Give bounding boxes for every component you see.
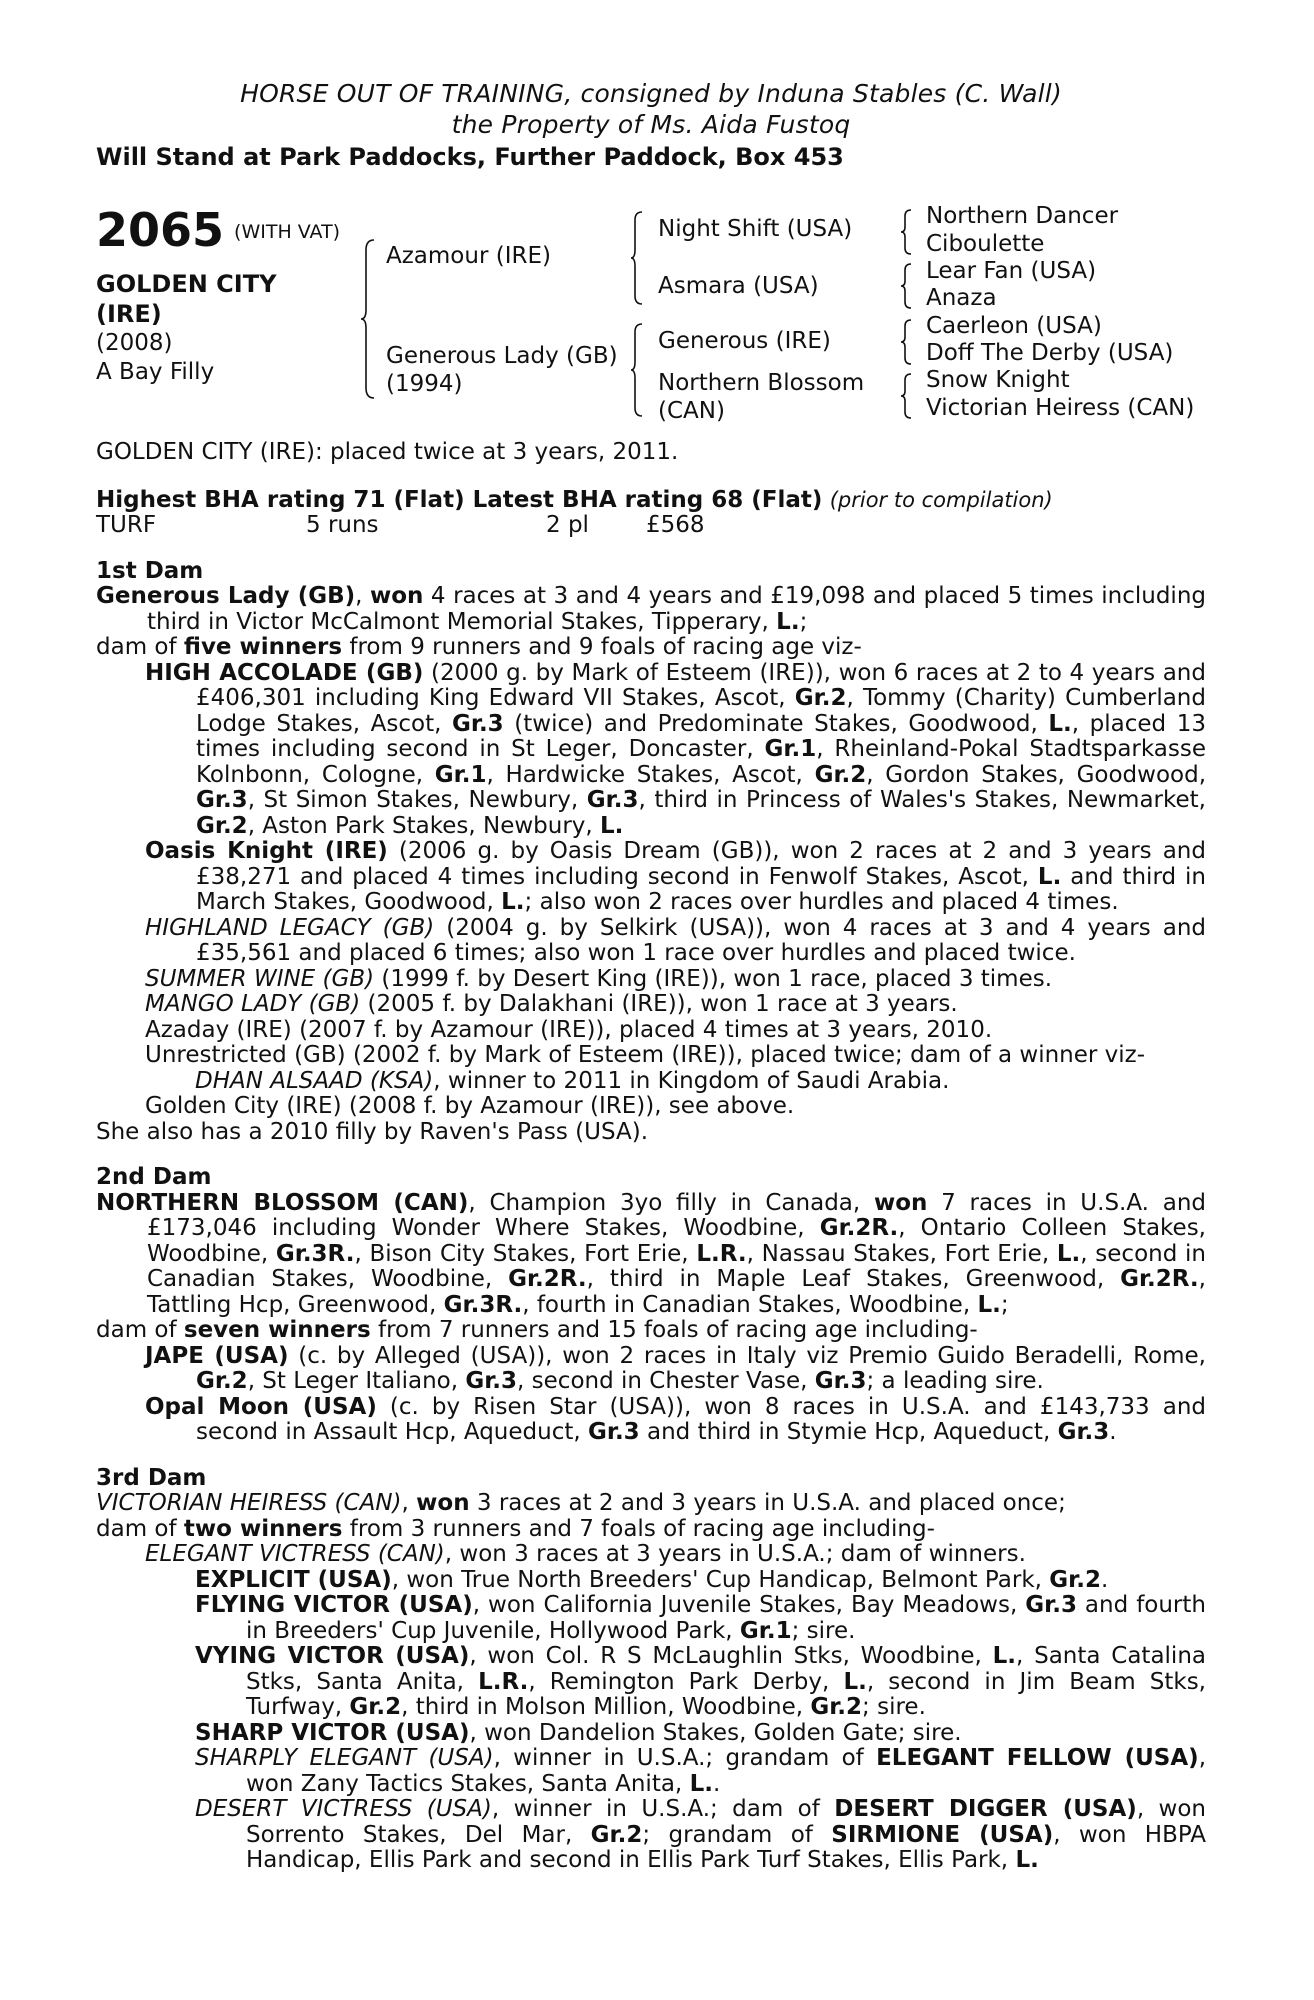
record-text: , St Leger Italiano, [247, 1368, 466, 1394]
pedigree-dam-dam-country: (CAN) [658, 398, 725, 424]
pedigree-g4: Anaza [926, 285, 997, 311]
record-text: , [401, 1490, 417, 1516]
produce-entry [96, 916, 1206, 967]
record-text: 4 races at 3 and 4 years and £19,098 and placed 5 times [423, 583, 1094, 609]
record-text: , winner to 2011 in Kingdom of Saudi Arabia. [433, 1067, 950, 1094]
catalogue-body [96, 440, 1206, 1874]
grade: Gr.3 [452, 710, 504, 737]
record-text: 7 races in U.S.A. and £173,046 including Wonder Where Stakes, Woodbine, [147, 1189, 1207, 1241]
record-text: , third in Princess of Wales's Stakes, Newmarket, [638, 787, 1206, 813]
record-text: , Hardwicke Stakes, Ascot, [486, 761, 815, 788]
pedigree-brace-g3 [900, 318, 914, 366]
produce-entry [96, 839, 1206, 916]
record-text: , second in Canadian Stakes, Woodbine, [147, 1240, 1206, 1292]
record-text: , St Simon Stakes, Newbury, [247, 787, 587, 813]
placed-count: 2 pl [546, 512, 589, 538]
second-dam-produce-summary [96, 1318, 1206, 1344]
produce-name: SIRMIONE (USA) [831, 1821, 1054, 1848]
produce-name: SHARPLY ELEGANT (USA) [195, 1745, 494, 1771]
produce-name: HIGHLAND LEGACY (GB) [145, 914, 435, 941]
horse-name-line2: (IRE) [96, 300, 162, 328]
won-label: won [873, 1189, 928, 1216]
third-dam-name: VICTORIAN HEIRESS (CAN) [96, 1490, 402, 1516]
horse-name [96, 269, 346, 329]
record-text: (c. by Risen Star (USA)), won 8 races in U.S.A. and £143,733 and second in Assault Hcp, Aqueduct, [196, 1393, 1206, 1445]
record-text: , placed 13 times including second in St Leger, Doncaster, [196, 710, 1207, 762]
owner-line: the Property of Ms. Aida Fustoq [451, 110, 851, 139]
record-text: , Bison City Stakes, Fort Erie, [354, 1240, 697, 1267]
pedigree-g5: Caerleon (USA) [926, 313, 1102, 339]
produce-sub-entry [96, 1568, 1206, 1594]
record-text: from 3 runners and 7 foals of racing age including- [342, 1515, 935, 1542]
lot-header [96, 78, 1206, 173]
pedigree-dam-year: (1994) [386, 371, 463, 397]
grade: Gr.3 [586, 787, 639, 813]
pedigree-sire: Azamour (IRE) [386, 243, 551, 269]
grade: Gr.1 [434, 761, 487, 788]
record-text: ; also won 2 races over hurdles and placed 4 times. [524, 889, 1119, 915]
grade: Gr.3R. [275, 1240, 355, 1267]
record-text: and fourth in Breeders' Cup Juvenile, Hollywood Park, [246, 1592, 1206, 1644]
rating-line [96, 488, 1206, 514]
produce-name: Opal Moon (USA) [145, 1393, 377, 1420]
record-text: . [1109, 1419, 1117, 1445]
record-text: , won California Juvenile Stakes, Bay Meadows, [472, 1592, 1026, 1618]
record-text: . [1100, 1566, 1109, 1593]
lot-number: 2065 [96, 203, 225, 257]
produce-sub-entry [96, 1593, 1206, 1644]
produce-name: JAPE (USA) [145, 1342, 289, 1369]
record-text: , Nassau Stakes, Fort Erie, [746, 1240, 1057, 1267]
produce-sub-entry [96, 1644, 1206, 1721]
record-text: , second in Chester Vase, [517, 1368, 815, 1394]
record-text: , Santa Catalina Stks, Santa Anita, [246, 1643, 1206, 1695]
record-text: , Gordon Stakes, Goodwood, [866, 761, 1207, 788]
record-text: , Tommy (Charity) Cumberland Lodge Stakes, Ascot, [196, 685, 1206, 737]
record-text: from 9 runners and 9 foals of racing age viz- [342, 634, 862, 660]
record-text: ; sire. [791, 1617, 856, 1644]
grade: Gr.2 [1049, 1566, 1101, 1593]
produce-sub-entry [96, 1797, 1206, 1874]
record-text: ; sire. [862, 1694, 926, 1720]
produce-entry [96, 661, 1206, 840]
winners-count: two winners [183, 1515, 343, 1542]
grade: L. [776, 608, 800, 635]
pedigree-g6: Doff The Derby (USA) [926, 340, 1174, 366]
first-dam-heading: 1st Dam [96, 557, 204, 584]
produce-name: FLYING VICTOR (USA) [195, 1592, 473, 1618]
record-text: ; grandam of [642, 1821, 832, 1848]
lot-info [96, 205, 346, 387]
record-text: (c. by Alleged (USA)), won 2 races in Italy viz Premio Guido Beradelli, Rome, [288, 1342, 1206, 1369]
produce-entry: Azaday (IRE) (2007 f. by Azamour (IRE)), placed 4 times at 3 years, 2010. [145, 1016, 993, 1043]
grade: L. [992, 1643, 1017, 1669]
horse-description: A Bay Filly [96, 359, 215, 385]
pedigree-dam-dam: Northern Blossom [658, 370, 865, 396]
prize-money: £568 [646, 512, 705, 538]
record-text: ; [799, 608, 808, 635]
record-text: , won Dandelion Stakes, Golden Gate; sire. [469, 1719, 962, 1746]
stand-location: Will Stand at Park Paddocks, Further Paddock, Box 453 [96, 143, 844, 171]
pedigree-brace-sire [630, 210, 646, 306]
first-dam-produce-summary [96, 635, 1206, 661]
record-text: from 7 runners and 15 foals of racing age including- [370, 1317, 978, 1343]
record-text: dam of [96, 634, 184, 660]
also-has-note: She also has a 2010 filly by Raven's Pass (USA). [96, 1118, 648, 1145]
pedigree-dam-sire: Generous (IRE) [658, 328, 831, 354]
record-text: , third in Molson Million, Woodbine, [401, 1694, 811, 1720]
third-dam-produce-summary [96, 1517, 1206, 1543]
bha-rating: Highest BHA rating 71 (Flat) Latest BHA rating 68 (Flat) [96, 486, 823, 513]
produce-name: EXPLICIT (USA) [195, 1566, 392, 1593]
won-label: won [416, 1490, 470, 1516]
grade: L. [977, 1291, 1001, 1318]
record-text: and third in Stymie Hcp, Aqueduct, [639, 1419, 1058, 1445]
record-text: , won Sorrento Stakes, Del Mar, [246, 1796, 1206, 1848]
record-text: , Aston Park Stakes, Newbury, [247, 812, 601, 839]
produce-entry [96, 992, 1206, 1018]
second-dam-name: NORTHERN BLOSSOM (CAN) [96, 1189, 469, 1216]
surface: TURF [96, 512, 157, 538]
pedigree-g1: Northern Dancer [926, 203, 1119, 229]
produce-entry: Unrestricted (GB) (2002 f. by Mark of Esteem (IRE)), placed twice; dam of a winner viz- [145, 1042, 1146, 1068]
winners-count: seven winners [183, 1317, 371, 1343]
consignor-line: HORSE OUT OF TRAINING, consigned by Induna Stables (C. Wall) [240, 79, 1062, 108]
horse-name-line1: GOLDEN CITY [96, 270, 277, 298]
grade: Gr.2 [590, 1821, 643, 1848]
record-text: , won True North Breeders' Cup Handicap, Belmont Park, [391, 1566, 1050, 1593]
record-text: , won 3 races at 3 years in U.S.A.; dam of winners. [444, 1541, 1026, 1567]
grade: Gr.3R. [443, 1291, 523, 1318]
record-text: (2005 f. by Dalakhani (IRE)), won 1 race at 3 years. [360, 991, 958, 1017]
record-text: (2004 g. by Selkirk (USA)), won 4 races at 3 and 4 years and £35,561 and placed 6 times; also won 1 race over hurdles and placed twice. [196, 914, 1206, 966]
grade: Gr.1 [764, 736, 817, 762]
grade: Gr.2R. [1120, 1266, 1199, 1292]
record-text: , third in Maple Leaf Stakes, Greenwood, [586, 1266, 1121, 1292]
run-count: 5 runs [306, 512, 379, 538]
winners-count: five winners [183, 634, 343, 660]
grade: Gr.2 [810, 1694, 863, 1720]
record-text: , Rheinland-Pokal Stadtsparkasse Kolnbonn, Cologne, [196, 736, 1207, 788]
race-record [96, 513, 1206, 539]
grade: L.R. [696, 1240, 747, 1267]
produce-name: MANGO LADY (GB) [145, 991, 361, 1017]
record-text: , Champion 3yo filly in Canada, [468, 1189, 874, 1216]
record-text: (2000 g. by Mark of Esteem (IRE)), won 6 races at 2 to 4 years and £406,301 including King Edward VII Stakes, Ascot, [196, 659, 1206, 711]
record-text: and third in March Stakes, Goodwood, [196, 863, 1206, 915]
record-text: , won Zany Tactics Stakes, Santa Anita, [246, 1745, 1206, 1797]
record-text: 3 races at 2 and 3 years in U.S.A. and placed once; [469, 1490, 1066, 1516]
record-text: , Remington Park Derby, [528, 1668, 844, 1695]
grade: L. [501, 889, 525, 915]
third-dam-heading: 3rd Dam [96, 1464, 207, 1491]
grade: Gr.2 [794, 685, 847, 711]
grade: Gr.3 [1057, 1419, 1110, 1445]
record-text: . [712, 1770, 721, 1797]
produce-name: SUMMER WINE (GB) [145, 965, 375, 992]
produce-entry [96, 1344, 1206, 1395]
produce-name: ELEGANT VICTRESS (CAN) [145, 1541, 445, 1567]
rating-note: (prior to compilation) [829, 487, 1053, 512]
record-text: , fourth in Canadian Stakes, Woodbine, [522, 1291, 978, 1318]
produce-name: Oasis Knight (IRE) [145, 838, 388, 864]
record-text: including third in Victor McCalmont Memorial Stakes, Tipperary, [147, 583, 1206, 635]
vat-note: (WITH VAT) [234, 221, 341, 243]
record-text: , winner in U.S.A.; grandam of [493, 1745, 877, 1771]
record-text: dam of [96, 1317, 184, 1343]
produce-name: HIGH ACCOLADE (GB) [145, 659, 424, 686]
pedigree-dam: Generous Lady (GB) [386, 343, 618, 369]
first-dam-record: Generous Lady (GB), won 4 races at 3 and 4 years and £19,098 and placed 5 times including third in Victor McCalmont Memorial Stakes, Tipperary, L.; [96, 583, 1206, 635]
record-text: ; [1000, 1291, 1009, 1318]
grade: Gr.2R. [508, 1266, 587, 1292]
produce-entry [96, 967, 1206, 993]
pedigree-g8: Victorian Heiress (CAN) [926, 395, 1195, 421]
record-text: , Tattling Hcp, Greenwood, [147, 1266, 1206, 1318]
grade: Gr.3 [588, 1419, 640, 1445]
grade: L. [600, 812, 624, 839]
grade: Gr.2R. [819, 1215, 899, 1241]
produce-name: SHARP VICTOR (USA) [195, 1719, 470, 1746]
foaling-year: (2008) [96, 330, 173, 356]
pedigree-brace-g1 [900, 208, 914, 256]
grade: L. [1037, 863, 1062, 890]
produce-sub-entry [96, 1721, 1206, 1747]
produce-entry: Golden City (IRE) (2008 f. by Azamour (IRE)), see above. [145, 1093, 795, 1119]
pedigree-brace-g2 [900, 262, 914, 310]
record-text: , won Col. R S McLaughlin Stks, Woodbine, [469, 1643, 993, 1669]
produce-name: VYING VICTOR (USA) [195, 1643, 470, 1669]
grade: Gr.2 [349, 1694, 402, 1720]
pedigree-brace-g4 [900, 372, 914, 420]
pedigree-sire-dam: Asmara (USA) [658, 273, 819, 299]
first-dam-name: Generous Lady (GB) [96, 583, 356, 609]
record-text: (2006 g. by Oasis Dream (GB)), won 2 races at 2 and 3 years and £38,271 and placed 4 times including second in Fenwolf Stakes, Ascot, [196, 838, 1206, 890]
produce-name: DESERT VICTRESS (USA) [195, 1796, 492, 1822]
grade: Gr.1 [739, 1617, 792, 1644]
record-text: , Ontario Colleen Stakes, Woodbine, [147, 1215, 1206, 1267]
produce-sub-entry [96, 1746, 1206, 1797]
second-dam-heading: 2nd Dam [96, 1164, 212, 1190]
grade: L. [689, 1770, 713, 1797]
produce-name: DESERT DIGGER (USA) [834, 1796, 1137, 1822]
record-text: ; a leading sire. [866, 1368, 1044, 1394]
produce-sub-entry [96, 1069, 1206, 1095]
produce-name: ELEGANT FELLOW (USA) [876, 1745, 1199, 1771]
grade: L. [843, 1668, 867, 1695]
record-text: , winner in U.S.A.; dam of [491, 1796, 835, 1822]
record-text: (1999 f. by Desert King (IRE)), won 1 race, placed 3 times. [374, 965, 1053, 992]
pedigree-brace-main [360, 238, 378, 400]
grade: Gr.2 [196, 812, 248, 839]
produce-name: DHAN ALSAAD (KSA) [195, 1067, 434, 1094]
grade: L. [1056, 1240, 1081, 1267]
grade: Gr.2 [814, 761, 867, 788]
grade: L. [1015, 1847, 1039, 1873]
pedigree-sire-sire: Night Shift (USA) [658, 216, 853, 242]
won-label: won [369, 583, 424, 609]
third-dam-record [96, 1491, 1206, 1517]
grade: Gr.3 [1025, 1592, 1077, 1618]
pedigree-brace-dam [630, 322, 646, 418]
record-text: (twice) and Predominate Stakes, Goodwood, [503, 710, 1049, 737]
second-dam-record [96, 1191, 1206, 1319]
pedigree-g3: Lear Fan (USA) [926, 258, 1097, 284]
grade: Gr.3 [196, 787, 248, 813]
grade: Gr.2 [196, 1368, 248, 1394]
pedigree-g7: Snow Knight [926, 367, 1070, 393]
race-summary: GOLDEN CITY (IRE): placed twice at 3 years, 2011. [96, 439, 679, 465]
produce-entry [96, 1395, 1206, 1446]
record-text: , won HBPA Handicap, Ellis Park and second in Ellis Park Turf Stakes, Ellis Park, [246, 1821, 1206, 1873]
grade: Gr.3 [814, 1368, 867, 1394]
pedigree-g2: Ciboulette [926, 231, 1045, 257]
grade: L.R. [478, 1668, 529, 1695]
record-text: , second in Jim Beam Stks, Turfway, [246, 1668, 1206, 1720]
produce-entry [96, 1542, 1206, 1568]
grade: L. [1048, 710, 1072, 737]
grade: Gr.3 [465, 1368, 518, 1394]
record-text: dam of [96, 1515, 184, 1542]
